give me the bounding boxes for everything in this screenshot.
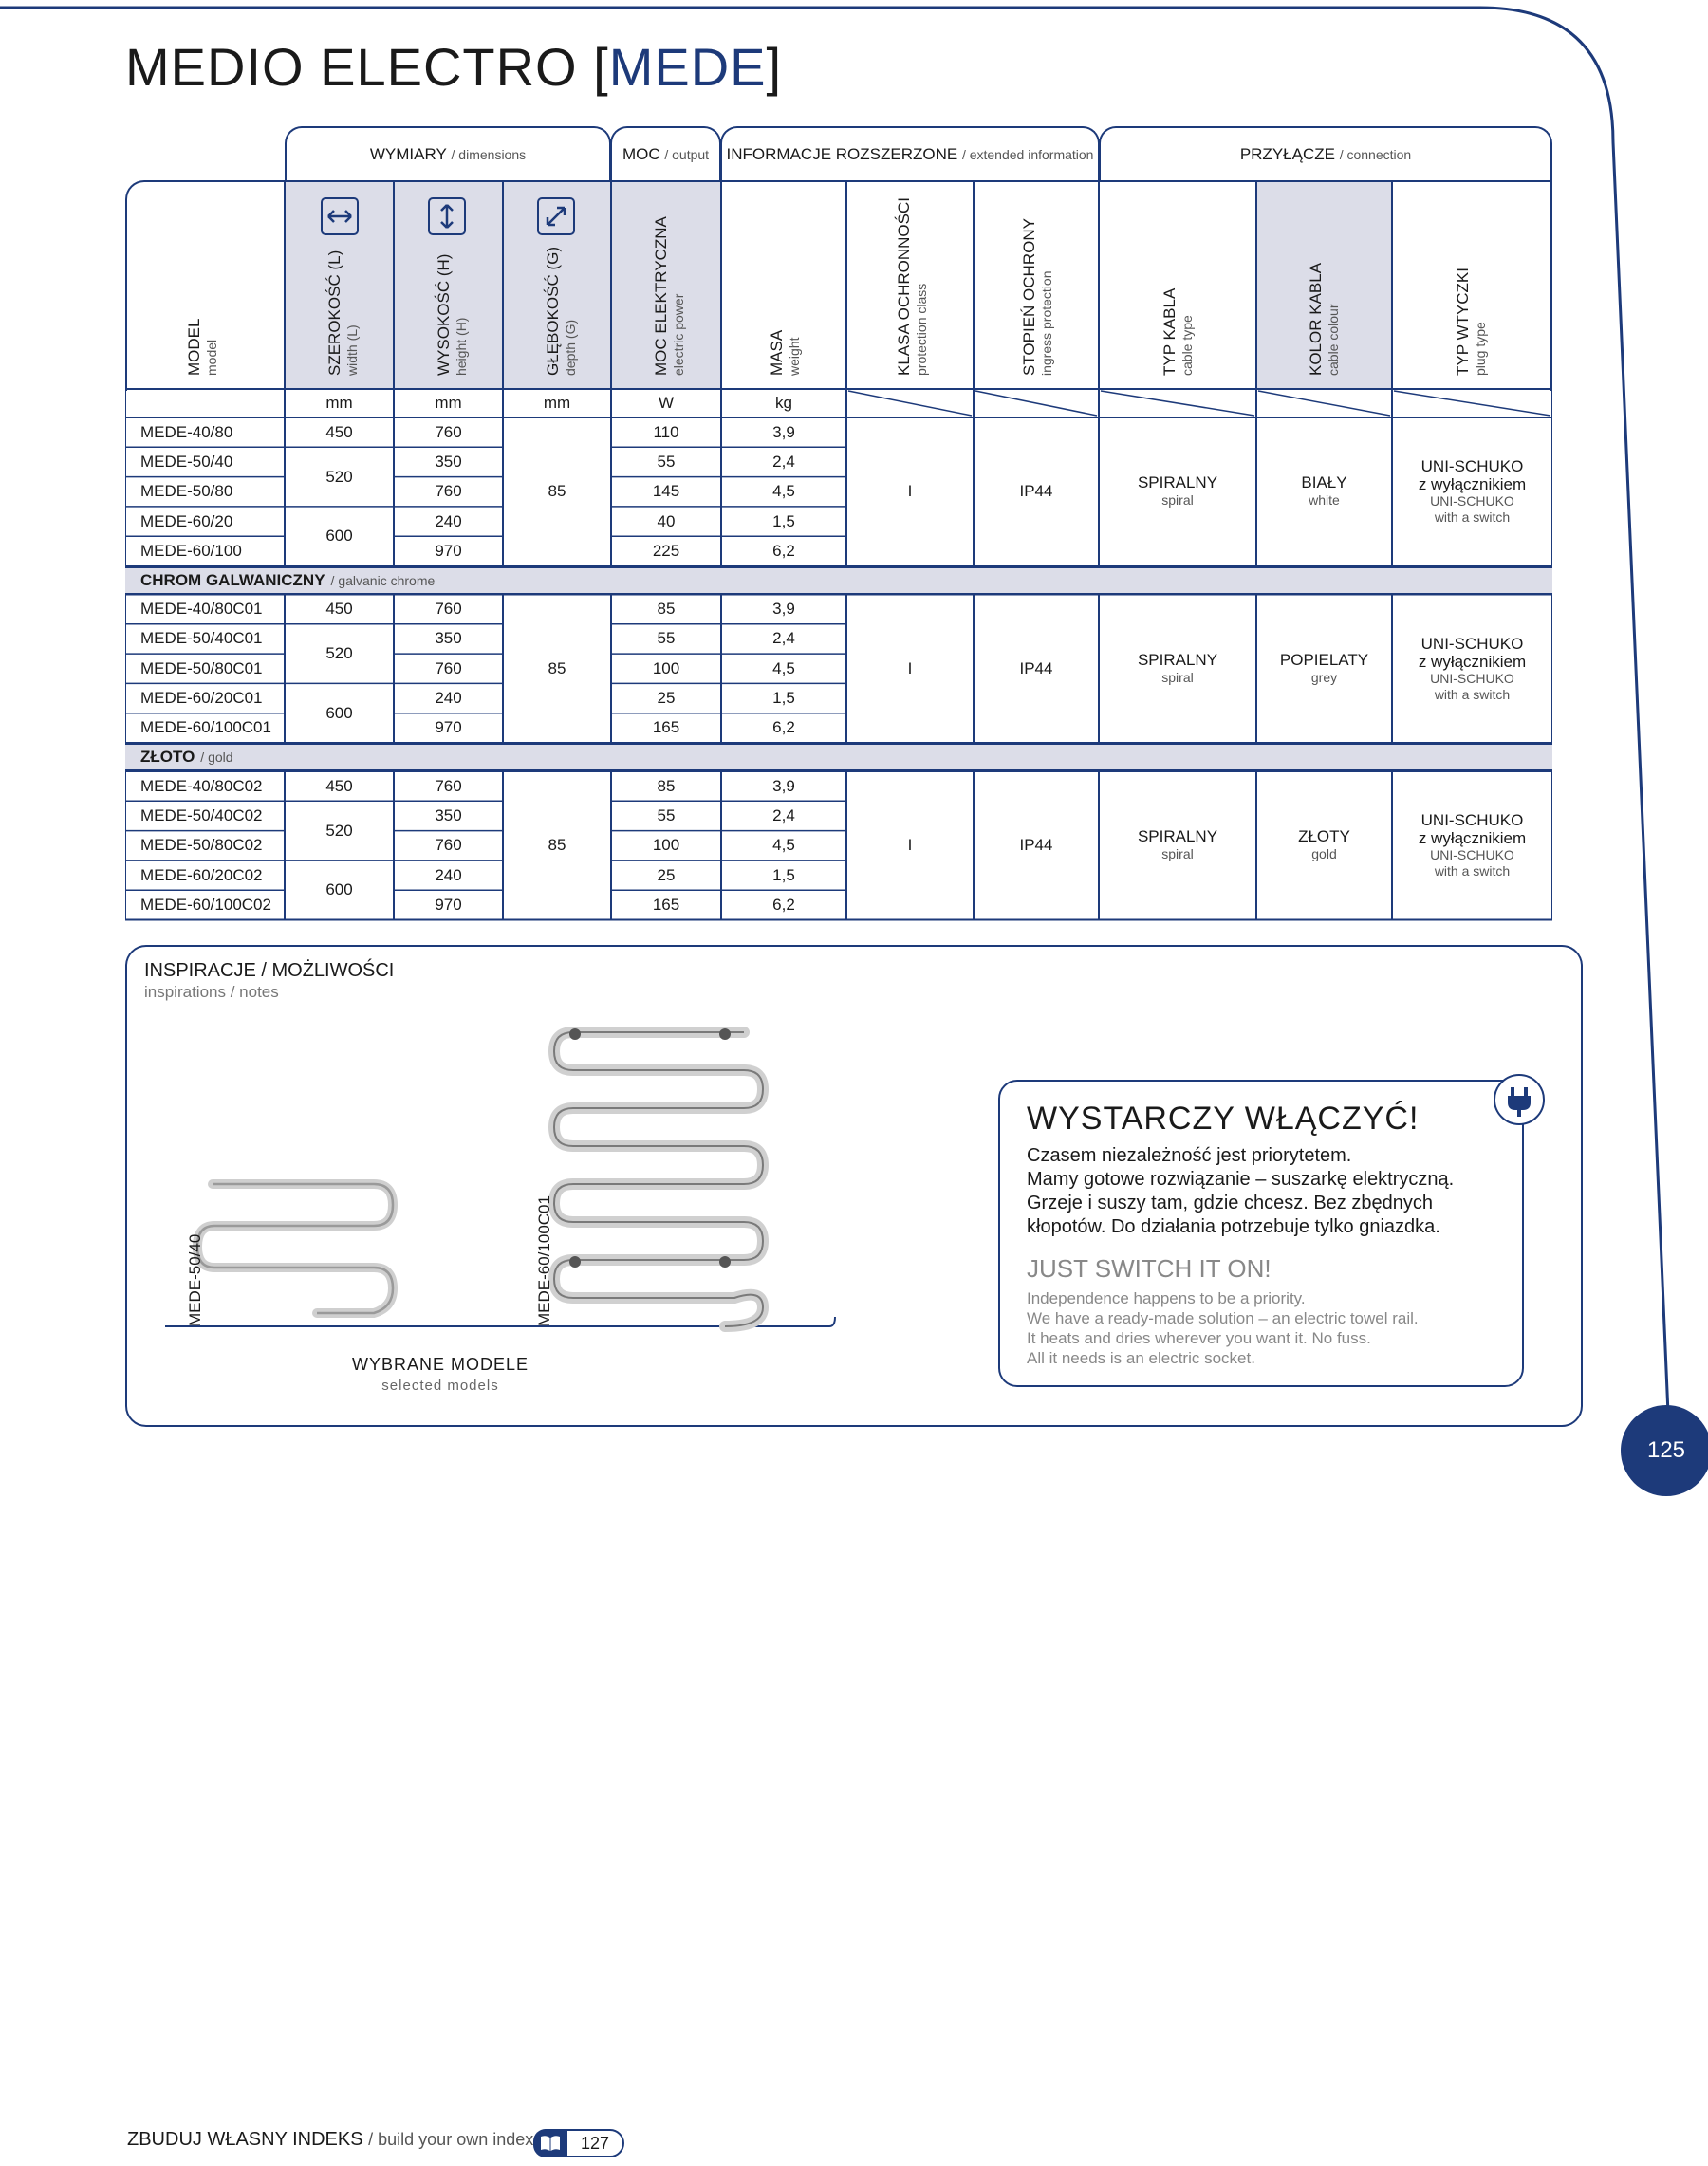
cell-plug-type-line: UNI-SCHUKO	[1420, 457, 1524, 476]
cell-width-merged: 600	[325, 527, 353, 546]
rail-mede-60-100c01	[554, 1028, 763, 1326]
col-model-header: MODEL model	[185, 318, 219, 376]
cell-cable-colour	[1256, 771, 1392, 920]
cell-weight: 6,2	[772, 718, 795, 737]
cell-plug-type-line: UNI-SCHUKO	[1420, 634, 1524, 653]
cell-model: MEDE-40/80C01	[140, 600, 263, 619]
cell-weight: 3,9	[772, 422, 795, 441]
cell-height: 760	[435, 600, 462, 619]
section-sublabel: / gold	[200, 750, 233, 765]
cell-plug-type-line: z wyłącznikiem	[1418, 475, 1527, 494]
cell-ingress: IP44	[1019, 836, 1053, 855]
cell-height: 760	[435, 836, 462, 855]
cell-cable-type-line: SPIRALNY	[1137, 473, 1218, 492]
plug-icon	[1494, 1074, 1545, 1125]
cell-height: 760	[435, 422, 462, 441]
col-width-header: SZEROKOŚĆ (L) width (L)	[325, 250, 360, 376]
cell-model: MEDE-40/80C02	[140, 776, 263, 795]
group-output: MOC / output	[610, 126, 721, 181]
group-extended: INFORMACJE ROZSZERZONE / extended information	[720, 126, 1100, 181]
cell-height: 970	[435, 541, 462, 560]
cell-weight: 1,5	[772, 865, 795, 884]
cell-plug-type-line: with a switch	[1434, 863, 1511, 879]
cell-height: 240	[435, 689, 462, 708]
cell-cable-colour	[1256, 595, 1392, 744]
cell-width-merged: 600	[325, 703, 353, 722]
cell-depth: 85	[548, 658, 566, 677]
cell-model: MEDE-60/20C01	[140, 689, 263, 708]
unit-power: W	[658, 394, 675, 412]
cell-plug-type-line: UNI-SCHUKO	[1430, 670, 1514, 686]
info-line: kłopotów. Do działania potrzebuje tylko gniazdka.	[1027, 1216, 1440, 1237]
inspiration-box	[125, 945, 1583, 1427]
cell-cable-colour-line: gold	[1311, 846, 1337, 862]
unit-width: mm	[325, 394, 353, 412]
cell-weight: 2,4	[772, 452, 795, 471]
cell-power: 100	[652, 836, 680, 855]
cell-protection-class: I	[907, 658, 913, 677]
cell-model: MEDE-60/100C01	[140, 718, 271, 737]
cell-power: 25	[657, 865, 676, 884]
cell-plug-type	[1392, 771, 1552, 920]
col-cable-type-header: TYP KABLA cable type	[1160, 287, 1195, 376]
cell-model: MEDE-50/40C01	[140, 629, 263, 648]
cell-power: 85	[657, 776, 676, 795]
cell-power: 110	[653, 422, 679, 441]
cell-height: 760	[435, 482, 462, 501]
rail-mede-50-40	[197, 1184, 393, 1313]
cell-weight: 4,5	[772, 482, 795, 501]
cell-height: 970	[435, 895, 462, 914]
cell-ingress: IP44	[1019, 658, 1053, 677]
cell-plug-type	[1392, 417, 1552, 566]
cell-cable-colour	[1256, 417, 1392, 566]
cell-model: MEDE-50/80C02	[140, 836, 263, 855]
unit-depth: mm	[543, 394, 571, 412]
inspiration-title: INSPIRACJE / MOŻLIWOŚCI	[144, 960, 395, 981]
col-protection-class-header: KLASA OCHRONNOŚCI protection class	[895, 197, 929, 376]
col-power-header: MOC ELEKTRYCZNA electric power	[652, 216, 686, 376]
cell-weight: 6,2	[772, 895, 795, 914]
selected-models-label: WYBRANE MODELE	[351, 1355, 529, 1374]
cell-cable-colour-line: ZŁOTY	[1298, 827, 1350, 846]
cell-weight: 1,5	[772, 511, 795, 530]
cell-plug-type-line: z wyłącznikiem	[1418, 652, 1527, 671]
col-depth-header: GŁĘBOKOŚĆ (G) depth (G)	[544, 246, 578, 376]
info-line: Mamy gotowe rozwiązanie – suszarkę elektryczną.	[1027, 1169, 1455, 1190]
cell-power: 165	[652, 895, 680, 914]
section-header	[125, 743, 1552, 771]
section-sublabel: / galvanic chrome	[330, 572, 436, 588]
cell-model: MEDE-40/80	[140, 422, 233, 441]
cell-height: 760	[435, 658, 462, 677]
cell-plug-type	[1392, 595, 1552, 744]
cell-plug-type-line: UNI-SCHUKO	[1420, 811, 1524, 830]
cell-height: 350	[435, 452, 462, 471]
group-connection: PRZYŁĄCZE / connection	[1099, 126, 1552, 181]
cell-height: 970	[435, 718, 462, 737]
cell-weight: 4,5	[772, 836, 795, 855]
cell-weight: 3,9	[772, 776, 795, 795]
cell-weight: 4,5	[772, 658, 795, 677]
cell-power: 225	[652, 541, 680, 560]
cell-cable-type-line: spiral	[1161, 492, 1194, 509]
cell-weight: 1,5	[772, 689, 795, 708]
cell-height: 240	[435, 865, 462, 884]
cell-cable-type	[1099, 771, 1256, 920]
cell-height: 240	[435, 511, 462, 530]
col-plug-type-header: TYP WTYCZKI plug type	[1454, 268, 1488, 376]
cell-cable-colour-line: BIAŁY	[1301, 473, 1347, 492]
cell-weight: 6,2	[772, 541, 795, 560]
footer-page-ref: 127	[581, 2133, 610, 2153]
cell-width-merged: 520	[325, 821, 353, 840]
cell-model: MEDE-60/20C02	[140, 865, 263, 884]
page-title: MEDIO ELECTRO [MEDE]	[125, 37, 783, 97]
cell-power: 25	[657, 689, 676, 708]
page-number-badge: 125	[1621, 1405, 1708, 1496]
cell-height: 350	[435, 629, 462, 648]
cell-width: 450	[325, 600, 353, 619]
cell-height: 350	[435, 805, 462, 824]
cell-cable-type-line: SPIRALNY	[1137, 650, 1218, 669]
model-label-b: MEDE-60/100C01	[535, 1195, 553, 1326]
cell-ingress: IP44	[1019, 482, 1053, 501]
cell-cable-type-line: SPIRALNY	[1137, 827, 1218, 846]
info-line-en: All it needs is an electric socket.	[1027, 1349, 1255, 1367]
cell-depth: 85	[548, 836, 566, 855]
cell-width-merged: 520	[325, 467, 353, 486]
cell-cable-type	[1099, 417, 1256, 566]
cell-protection-class: I	[907, 482, 913, 501]
cell-width-merged: 600	[325, 880, 353, 899]
cell-width-merged: 520	[325, 644, 353, 663]
info-line: Grzeje i suszy tam, gdzie chcesz. Bez zbędnych	[1027, 1193, 1433, 1213]
spec-table	[125, 123, 1552, 922]
cell-model: MEDE-60/100	[140, 541, 242, 560]
cell-plug-type-line: UNI-SCHUKO	[1430, 493, 1514, 509]
cell-cable-colour-line: white	[1309, 492, 1340, 509]
cell-plug-type-line: with a switch	[1434, 509, 1511, 526]
cell-height: 760	[435, 776, 462, 795]
col-cable-colour-header: KOLOR KABLA cable colour	[1307, 262, 1341, 376]
info-card	[998, 1080, 1524, 1387]
group-dimensions: WYMIARY / dimensions	[285, 126, 611, 181]
cell-power: 55	[657, 452, 676, 471]
unit-height: mm	[435, 394, 462, 412]
cell-depth: 85	[548, 482, 566, 501]
col-weight-header: MASA weight	[768, 329, 802, 376]
cell-width: 450	[325, 776, 353, 795]
cell-model: MEDE-50/40C02	[140, 805, 263, 824]
cell-power: 40	[657, 511, 676, 530]
book-icon	[533, 2129, 567, 2157]
cell-protection-class: I	[907, 836, 913, 855]
section-label: CHROM GALWANICZNY	[140, 570, 325, 589]
cell-model: MEDE-50/80C01	[140, 658, 263, 677]
cell-model: MEDE-50/40	[140, 452, 233, 471]
footer-index-text: ZBUDUJ WŁASNY INDEKS / build your own index	[127, 2129, 534, 2150]
section-label: ZŁOTO	[140, 748, 195, 766]
cell-plug-type-line: z wyłącznikiem	[1418, 829, 1527, 848]
info-line: Czasem niezależność jest priorytetem.	[1027, 1145, 1352, 1166]
col-ingress-header: STOPIEŃ OCHRONY ingress protection	[1020, 218, 1054, 376]
cell-power: 85	[657, 600, 676, 619]
cell-model: MEDE-60/100C02	[140, 895, 271, 914]
cell-power: 55	[657, 629, 676, 648]
footer-index-link[interactable]	[533, 2129, 624, 2157]
inspiration-subtitle: inspirations / notes	[144, 983, 279, 1001]
section-header	[125, 566, 1552, 595]
cell-plug-type-line: with a switch	[1434, 686, 1511, 702]
cell-cable-type-line: spiral	[1161, 846, 1194, 862]
cell-power: 55	[657, 805, 676, 824]
cell-model: MEDE-50/80	[140, 482, 233, 501]
info-heading-en: JUST SWITCH IT ON!	[1027, 1254, 1272, 1283]
info-line-en: It heats and dries wherever you want it. No fuss.	[1027, 1329, 1371, 1347]
cell-power: 145	[652, 482, 680, 501]
cell-cable-type	[1099, 595, 1256, 744]
col-height-header: WYSOKOŚĆ (H) height (H)	[435, 253, 469, 376]
model-label-a: MEDE-50/40	[186, 1233, 204, 1326]
cell-plug-type-line: UNI-SCHUKO	[1430, 847, 1514, 863]
selected-models-sublabel: selected models	[381, 1378, 499, 1394]
info-line-en: Independence happens to be a priority.	[1027, 1289, 1306, 1307]
cell-width: 450	[325, 422, 353, 441]
cell-cable-colour-line: POPIELATY	[1279, 650, 1369, 669]
info-heading: WYSTARCZY WŁĄCZYĆ!	[1027, 1101, 1420, 1137]
cell-power: 165	[652, 718, 680, 737]
unit-weight: kg	[775, 394, 792, 412]
info-line-en: We have a ready-made solution – an electric towel rail.	[1027, 1309, 1419, 1327]
cell-cable-colour-line: grey	[1310, 669, 1338, 685]
cell-weight: 2,4	[772, 805, 795, 824]
cell-cable-type-line: spiral	[1161, 669, 1194, 685]
cell-weight: 2,4	[772, 629, 795, 648]
cell-model: MEDE-60/20	[140, 511, 233, 530]
cell-power: 100	[652, 658, 680, 677]
cell-weight: 3,9	[772, 600, 795, 619]
